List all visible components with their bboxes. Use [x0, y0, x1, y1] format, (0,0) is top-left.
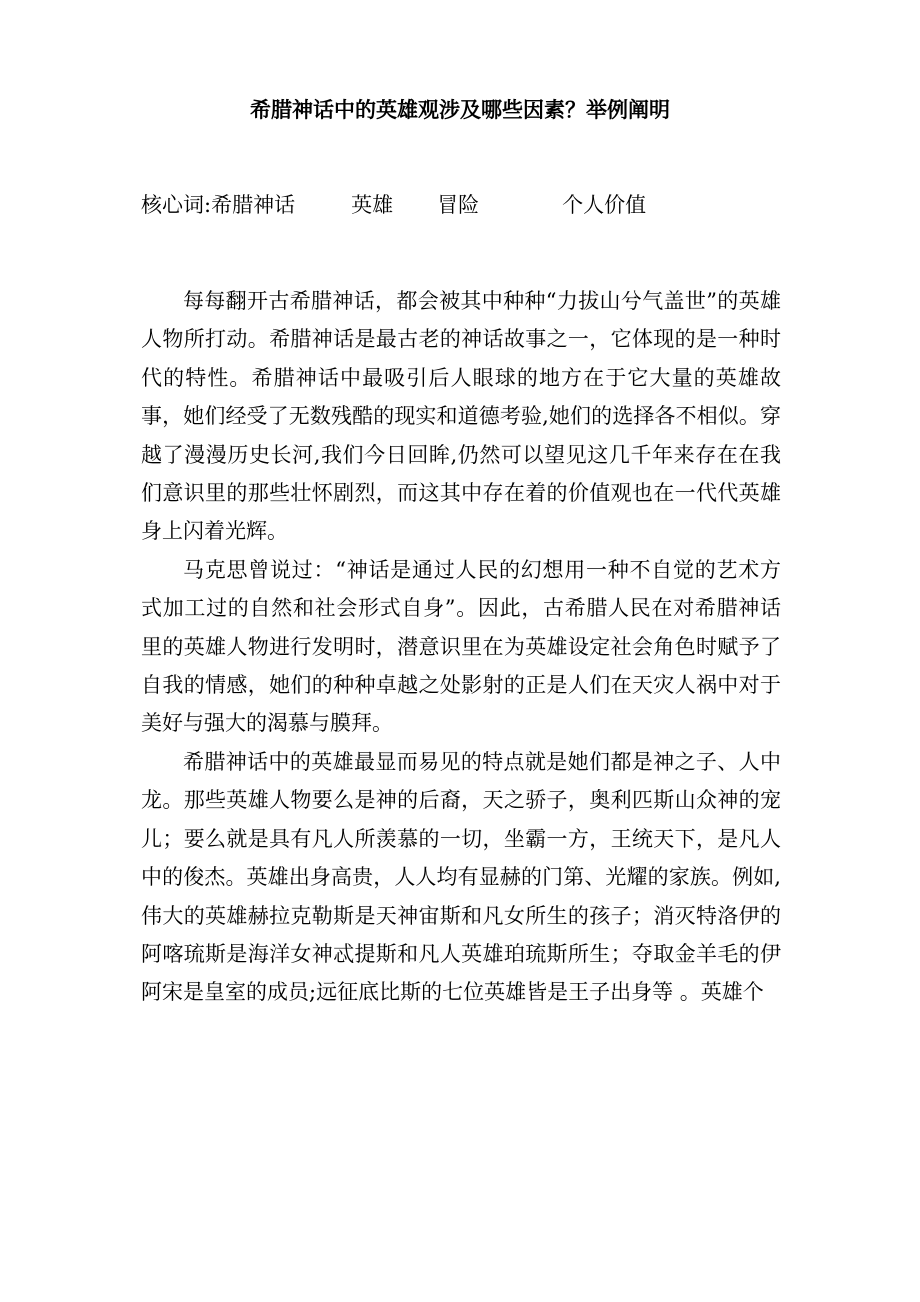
- keyword-item: 冒险: [437, 193, 480, 217]
- keyword-item: 希腊神话: [211, 193, 296, 217]
- keywords-line: [141, 188, 646, 222]
- paragraph: 马克思曾说过：“神话是通过人民的幻想用一种不自觉的艺术方式加工过的自然和社会形式自身”。因此，古希腊人民在对希腊神话里的英雄人物进行发明时，潜意识里在为英雄设定社会角色时赋予了自我的情感，她们的种种卓越之处影射的正是人们在天灾人祸中对于美好与强大的渴慕与膜拜。: [141, 557, 781, 736]
- document-title: 希腊神话中的英雄观涉及哪些因素？举例阐明: [250, 98, 670, 122]
- keyword-item: 英雄: [351, 193, 394, 217]
- keywords-label: 核心词:: [141, 193, 212, 217]
- body-text: [141, 282, 781, 1012]
- paragraph: 每每翻开古希腊神话，都会被其中种种“力拔山兮气盖世”的英雄人物所打动。希腊神话是最古老的神话故事之一，它体现的是一种时代的特性。希腊神话中最吸引后人眼球的地方在于它大量的英雄故事，她们经受了无数残酷的现实和道德考验,她们的选择各不相似。穿越了漫漫历史长河,我们今日回眸,仍然可以望见这几千年来存在在我们意识里的那些壮怀剧烈，而这其中存在着的价值观也在一代代英雄身上闪着光辉。: [141, 289, 781, 544]
- paragraph: 希腊神话中的英雄最显而易见的特点就是她们都是神之子、人中龙。那些英雄人物要么是神的后裔，天之骄子，奥利匹斯山众神的宠儿；要么就是具有凡人所羡慕的一切，坐霸一方，王统天下，是凡人中的俊杰。英雄出身高贵，人人均有显赫的门第、光耀的家族。例如,伟大的英雄赫拉克勒斯是天神宙斯和凡女所生的孩子；消灭特洛伊的阿喀琉斯是海洋女神忒提斯和凡人英雄珀琉斯所生；夺取金羊毛的伊阿宋是皇室的成员;远征底比斯的七位英雄皆是王子出身等 。英雄个: [141, 749, 781, 1005]
- keyword-item: 个人价值: [562, 193, 647, 217]
